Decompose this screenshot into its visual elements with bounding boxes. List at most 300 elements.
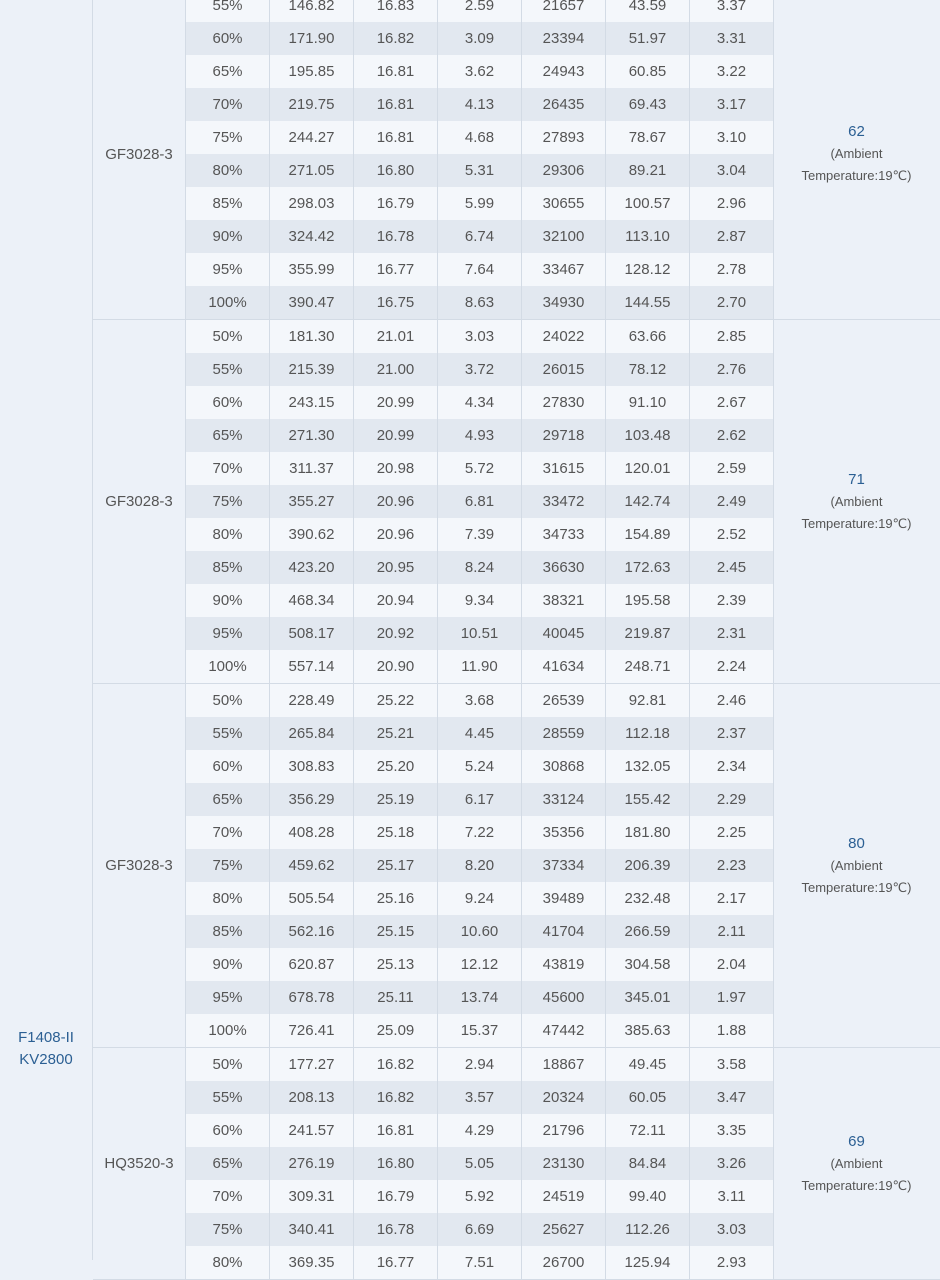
power-w-cell: 89.21 [606,154,690,187]
data-rows [186,684,773,1047]
throttle-cell: 95% [186,981,270,1014]
table-row [186,286,773,319]
efficiency-cell: 1.88 [690,1014,774,1047]
efficiency-cell: 1.97 [690,981,774,1014]
efficiency-cell: 2.59 [690,452,774,485]
table-row [186,121,773,154]
ambient-temperature-note [802,491,912,535]
throttle-cell: 70% [186,816,270,849]
table-row [186,1014,773,1047]
efficiency-cell: 3.10 [690,121,774,154]
table-row [186,981,773,1014]
efficiency-cell: 2.29 [690,783,774,816]
throttle-cell: 50% [186,1048,270,1081]
propeller-cell: GF3028-3 [93,0,186,319]
rpm-cell: 28559 [522,717,606,750]
table-row [186,750,773,783]
throttle-cell: 90% [186,948,270,981]
data-rows [186,320,773,683]
voltage-v-cell: 21.01 [354,320,438,353]
efficiency-cell: 2.49 [690,485,774,518]
weight-g-cell: 244.27 [270,121,354,154]
voltage-v-cell: 16.82 [354,1081,438,1114]
power-w-cell: 69.43 [606,88,690,121]
voltage-v-cell: 25.16 [354,882,438,915]
weight-g-cell: 562.16 [270,915,354,948]
power-w-cell: 125.94 [606,1246,690,1279]
efficiency-cell: 2.45 [690,551,774,584]
throttle-cell: 55% [186,0,270,22]
efficiency-cell: 2.52 [690,518,774,551]
current-a-cell: 6.69 [438,1213,522,1246]
weight-g-cell: 390.62 [270,518,354,551]
voltage-v-cell: 16.82 [354,22,438,55]
table-row [186,948,773,981]
voltage-v-cell: 20.95 [354,551,438,584]
power-w-cell: 232.48 [606,882,690,915]
table-row [186,617,773,650]
voltage-v-cell: 25.13 [354,948,438,981]
voltage-v-cell: 16.78 [354,220,438,253]
power-w-cell: 172.63 [606,551,690,584]
current-a-cell: 5.92 [438,1180,522,1213]
efficiency-cell: 2.25 [690,816,774,849]
current-a-cell: 4.93 [438,419,522,452]
weight-g-cell: 423.20 [270,551,354,584]
efficiency-cell: 2.70 [690,286,774,319]
power-w-cell: 60.05 [606,1081,690,1114]
current-a-cell: 7.51 [438,1246,522,1279]
current-a-cell: 5.99 [438,187,522,220]
voltage-v-cell: 16.81 [354,1114,438,1147]
efficiency-cell: 3.35 [690,1114,774,1147]
efficiency-cell: 2.78 [690,253,774,286]
table-row [186,915,773,948]
ambient-temperature-note [802,855,912,899]
power-w-cell: 248.71 [606,650,690,683]
table-row [186,882,773,915]
efficiency-cell: 3.26 [690,1147,774,1180]
efficiency-cell: 2.04 [690,948,774,981]
throttle-cell: 80% [186,154,270,187]
power-w-cell: 103.48 [606,419,690,452]
motor-kv: KV2800 [19,1051,73,1068]
rpm-cell: 34930 [522,286,606,319]
rpm-cell: 26015 [522,353,606,386]
weight-g-cell: 726.41 [270,1014,354,1047]
throttle-cell: 55% [186,1081,270,1114]
table-row [186,1114,773,1147]
rpm-cell: 34733 [522,518,606,551]
rpm-cell: 24519 [522,1180,606,1213]
current-a-cell: 6.74 [438,220,522,253]
weight-g-cell: 468.34 [270,584,354,617]
voltage-v-cell: 16.78 [354,1213,438,1246]
current-a-cell: 4.68 [438,121,522,154]
throttle-cell: 60% [186,1114,270,1147]
efficiency-cell: 3.58 [690,1048,774,1081]
weight-g-cell: 146.82 [270,0,354,22]
throttle-cell: 70% [186,1180,270,1213]
power-w-cell: 304.58 [606,948,690,981]
voltage-v-cell: 20.94 [354,584,438,617]
rpm-cell: 23130 [522,1147,606,1180]
power-w-cell: 181.80 [606,816,690,849]
rpm-cell: 41704 [522,915,606,948]
rpm-cell: 29718 [522,419,606,452]
voltage-v-cell: 20.96 [354,485,438,518]
voltage-v-cell: 25.22 [354,684,438,717]
throttle-cell: 65% [186,419,270,452]
current-a-cell: 6.17 [438,783,522,816]
voltage-v-cell: 20.99 [354,386,438,419]
throttle-cell: 80% [186,1246,270,1279]
current-a-cell: 10.60 [438,915,522,948]
power-w-cell: 112.18 [606,717,690,750]
current-a-cell: 5.05 [438,1147,522,1180]
rpm-cell: 35356 [522,816,606,849]
temperature-cell [773,0,940,319]
weight-g-cell: 177.27 [270,1048,354,1081]
throttle-cell: 90% [186,584,270,617]
current-a-cell: 4.45 [438,717,522,750]
current-a-cell: 9.24 [438,882,522,915]
ambient-temperature-value: Temperature:19℃) [801,1177,912,1193]
weight-g-cell: 308.83 [270,750,354,783]
current-a-cell: 7.39 [438,518,522,551]
rpm-cell: 30655 [522,187,606,220]
table-row [186,452,773,485]
weight-g-cell: 271.30 [270,419,354,452]
table-row [186,1246,773,1279]
weight-g-cell: 459.62 [270,849,354,882]
current-a-cell: 15.37 [438,1014,522,1047]
throttle-cell: 70% [186,452,270,485]
throttle-cell: 70% [186,88,270,121]
weight-g-cell: 340.41 [270,1213,354,1246]
rpm-cell: 47442 [522,1014,606,1047]
voltage-v-cell: 16.80 [354,154,438,187]
voltage-v-cell: 25.19 [354,783,438,816]
weight-g-cell: 369.35 [270,1246,354,1279]
ambient-label: (Ambient [830,1155,883,1171]
test-data-table [93,0,940,1280]
throttle-cell: 65% [186,783,270,816]
rpm-cell: 21657 [522,0,606,22]
current-a-cell: 5.31 [438,154,522,187]
power-w-cell: 72.11 [606,1114,690,1147]
power-w-cell: 78.67 [606,121,690,154]
power-w-cell: 155.42 [606,783,690,816]
weight-g-cell: 505.54 [270,882,354,915]
efficiency-cell: 2.24 [690,650,774,683]
efficiency-cell: 3.22 [690,55,774,88]
efficiency-cell: 3.37 [690,0,774,22]
rpm-cell: 45600 [522,981,606,1014]
throttle-cell: 85% [186,551,270,584]
weight-g-cell: 678.78 [270,981,354,1014]
ambient-label: (Ambient [830,857,883,873]
weight-g-cell: 265.84 [270,717,354,750]
throttle-cell: 100% [186,650,270,683]
table-row [186,485,773,518]
weight-g-cell: 181.30 [270,320,354,353]
rpm-cell: 40045 [522,617,606,650]
voltage-v-cell: 16.81 [354,121,438,154]
throttle-cell: 65% [186,1147,270,1180]
throttle-cell: 100% [186,1014,270,1047]
current-a-cell: 8.63 [438,286,522,319]
test-group [93,0,940,320]
current-a-cell: 3.68 [438,684,522,717]
rpm-cell: 41634 [522,650,606,683]
rpm-cell: 26539 [522,684,606,717]
throttle-cell: 55% [186,717,270,750]
efficiency-cell: 2.67 [690,386,774,419]
current-a-cell: 12.12 [438,948,522,981]
table-row [186,1180,773,1213]
power-w-cell: 51.97 [606,22,690,55]
rpm-cell: 18867 [522,1048,606,1081]
current-a-cell: 8.24 [438,551,522,584]
power-w-cell: 113.10 [606,220,690,253]
ambient-temperature-value: Temperature:19℃) [801,879,912,895]
voltage-v-cell: 16.80 [354,1147,438,1180]
table-row [186,1081,773,1114]
weight-g-cell: 243.15 [270,386,354,419]
voltage-v-cell: 25.18 [354,816,438,849]
rpm-cell: 31615 [522,452,606,485]
motor-label [0,1027,92,1071]
voltage-v-cell: 20.96 [354,518,438,551]
power-w-cell: 206.39 [606,849,690,882]
voltage-v-cell: 16.79 [354,187,438,220]
weight-g-cell: 390.47 [270,286,354,319]
table-row [186,419,773,452]
rpm-cell: 25627 [522,1213,606,1246]
throttle-cell: 75% [186,1213,270,1246]
ambient-temperature-note [802,1153,912,1197]
weight-g-cell: 557.14 [270,650,354,683]
throttle-cell: 75% [186,849,270,882]
weight-g-cell: 620.87 [270,948,354,981]
weight-g-cell: 355.99 [270,253,354,286]
throttle-cell: 75% [186,485,270,518]
weight-g-cell: 356.29 [270,783,354,816]
efficiency-cell: 2.23 [690,849,774,882]
power-w-cell: 219.87 [606,617,690,650]
power-w-cell: 99.40 [606,1180,690,1213]
efficiency-cell: 2.11 [690,915,774,948]
voltage-v-cell: 25.21 [354,717,438,750]
throttle-cell: 60% [186,22,270,55]
table-row [186,0,773,22]
power-w-cell: 345.01 [606,981,690,1014]
rpm-cell: 33467 [522,253,606,286]
rpm-cell: 33124 [522,783,606,816]
power-w-cell: 195.58 [606,584,690,617]
rpm-cell: 36630 [522,551,606,584]
test-group [93,684,940,1048]
ambient-label: (Ambient [830,493,883,509]
voltage-v-cell: 25.20 [354,750,438,783]
throttle-cell: 55% [186,353,270,386]
weight-g-cell: 324.42 [270,220,354,253]
current-a-cell: 3.62 [438,55,522,88]
voltage-v-cell: 16.75 [354,286,438,319]
propeller-cell: HQ3520-3 [93,1048,186,1279]
rpm-cell: 32100 [522,220,606,253]
voltage-v-cell: 16.77 [354,1246,438,1279]
power-w-cell: 63.66 [606,320,690,353]
efficiency-cell: 2.62 [690,419,774,452]
efficiency-cell: 3.04 [690,154,774,187]
table-row [186,253,773,286]
current-a-cell: 2.94 [438,1048,522,1081]
voltage-v-cell: 25.17 [354,849,438,882]
current-a-cell: 3.03 [438,320,522,353]
voltage-v-cell: 25.09 [354,1014,438,1047]
table-row [186,816,773,849]
table-row [186,650,773,683]
voltage-v-cell: 25.15 [354,915,438,948]
rpm-cell: 20324 [522,1081,606,1114]
voltage-v-cell: 20.90 [354,650,438,683]
weight-g-cell: 271.05 [270,154,354,187]
efficiency-cell: 2.37 [690,717,774,750]
test-group [93,1048,940,1280]
table-row [186,551,773,584]
current-a-cell: 7.22 [438,816,522,849]
throttle-cell: 95% [186,617,270,650]
power-w-cell: 112.26 [606,1213,690,1246]
voltage-v-cell: 20.99 [354,419,438,452]
voltage-v-cell: 16.83 [354,0,438,22]
voltage-v-cell: 21.00 [354,353,438,386]
rpm-cell: 43819 [522,948,606,981]
current-a-cell: 3.72 [438,353,522,386]
motor-model: F1408-II [18,1029,74,1046]
throttle-cell: 75% [186,121,270,154]
weight-g-cell: 408.28 [270,816,354,849]
table-row [186,1147,773,1180]
power-w-cell: 84.84 [606,1147,690,1180]
temperature-value: 80 [848,834,865,852]
current-a-cell: 3.57 [438,1081,522,1114]
weight-g-cell: 276.19 [270,1147,354,1180]
current-a-cell: 9.34 [438,584,522,617]
power-w-cell: 266.59 [606,915,690,948]
weight-g-cell: 309.31 [270,1180,354,1213]
power-w-cell: 92.81 [606,684,690,717]
table-row [186,220,773,253]
weight-g-cell: 171.90 [270,22,354,55]
weight-g-cell: 219.75 [270,88,354,121]
current-a-cell: 8.20 [438,849,522,882]
table-row [186,154,773,187]
efficiency-cell: 2.46 [690,684,774,717]
voltage-v-cell: 16.82 [354,1048,438,1081]
throttle-cell: 100% [186,286,270,319]
power-w-cell: 144.55 [606,286,690,319]
current-a-cell: 4.13 [438,88,522,121]
current-a-cell: 2.59 [438,0,522,22]
rpm-cell: 39489 [522,882,606,915]
rpm-cell: 26700 [522,1246,606,1279]
power-w-cell: 91.10 [606,386,690,419]
rpm-cell: 33472 [522,485,606,518]
current-a-cell: 4.29 [438,1114,522,1147]
efficiency-cell: 2.93 [690,1246,774,1279]
power-w-cell: 43.59 [606,0,690,22]
table-row [186,187,773,220]
table-row [186,584,773,617]
current-a-cell: 10.51 [438,617,522,650]
weight-g-cell: 241.57 [270,1114,354,1147]
efficiency-cell: 2.17 [690,882,774,915]
table-row [186,320,773,353]
efficiency-cell: 3.31 [690,22,774,55]
rpm-cell: 26435 [522,88,606,121]
rpm-cell: 27830 [522,386,606,419]
rpm-cell: 24943 [522,55,606,88]
throttle-cell: 85% [186,915,270,948]
voltage-v-cell: 16.77 [354,253,438,286]
weight-g-cell: 311.37 [270,452,354,485]
efficiency-cell: 2.87 [690,220,774,253]
current-a-cell: 5.24 [438,750,522,783]
rpm-cell: 38321 [522,584,606,617]
weight-g-cell: 195.85 [270,55,354,88]
power-w-cell: 49.45 [606,1048,690,1081]
voltage-v-cell: 16.81 [354,88,438,121]
data-rows [186,1048,773,1279]
propeller-cell: GF3028-3 [93,320,186,683]
table-row [186,1048,773,1081]
table-row [186,353,773,386]
efficiency-cell: 2.34 [690,750,774,783]
table-row [186,88,773,121]
table-row [186,783,773,816]
weight-g-cell: 298.03 [270,187,354,220]
power-w-cell: 154.89 [606,518,690,551]
throttle-cell: 65% [186,55,270,88]
power-w-cell: 385.63 [606,1014,690,1047]
table-row [186,518,773,551]
efficiency-cell: 3.11 [690,1180,774,1213]
current-a-cell: 4.34 [438,386,522,419]
table-row [186,22,773,55]
voltage-v-cell: 25.11 [354,981,438,1014]
data-rows [186,0,773,319]
current-a-cell: 11.90 [438,650,522,683]
table-row [186,1213,773,1246]
table-row [186,717,773,750]
rpm-cell: 23394 [522,22,606,55]
throttle-cell: 50% [186,320,270,353]
table-row [186,849,773,882]
throttle-cell: 50% [186,684,270,717]
ambient-temperature-value: Temperature:19℃) [801,168,912,183]
temperature-value: 71 [848,470,865,488]
table-row [186,684,773,717]
efficiency-cell: 2.31 [690,617,774,650]
efficiency-cell: 3.17 [690,88,774,121]
throttle-cell: 85% [186,187,270,220]
weight-g-cell: 355.27 [270,485,354,518]
voltage-v-cell: 16.81 [354,55,438,88]
throttle-cell: 60% [186,750,270,783]
